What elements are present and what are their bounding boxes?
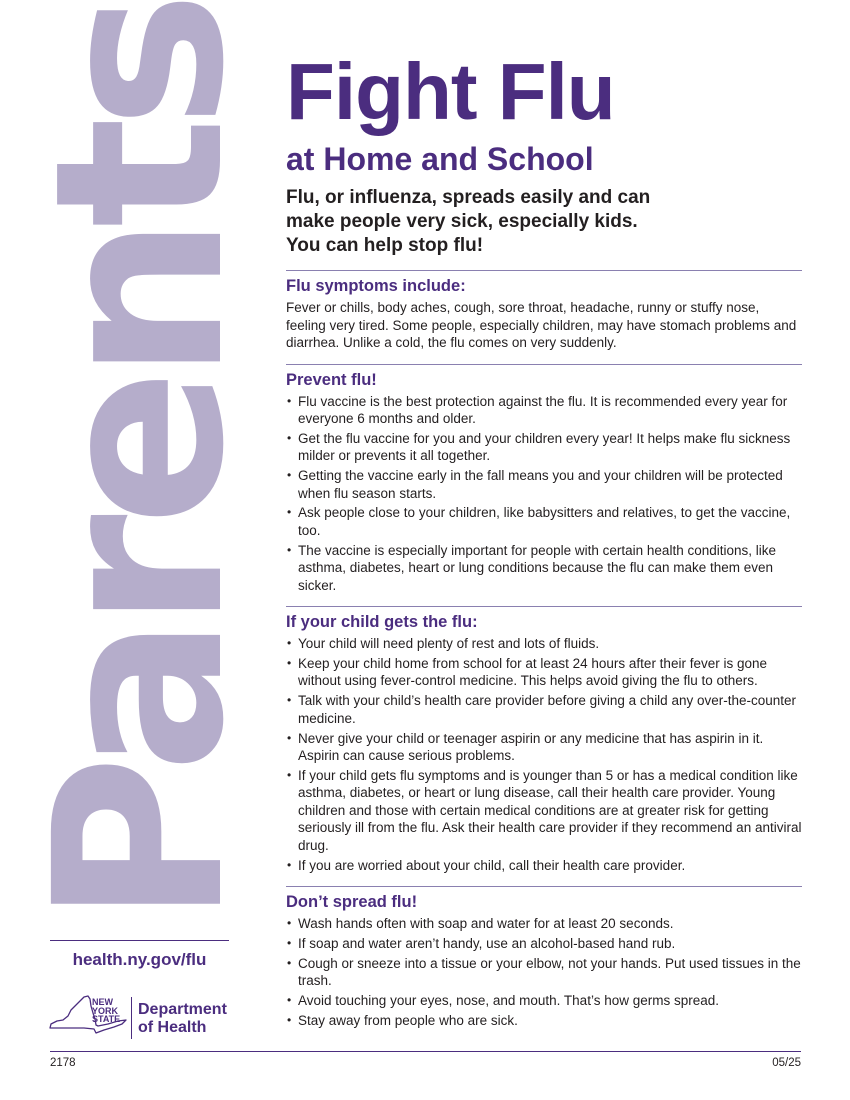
side-title-parents: Parents: [5, 2, 275, 925]
footer-divider: [50, 1051, 801, 1052]
prevent-list: [286, 393, 802, 595]
list-item: • If you are worried about your child, call their health care provider.: [286, 857, 802, 875]
child-heading: If your child gets the flu:: [286, 613, 478, 632]
list-item: • If your child gets flu symptoms and is younger than 5 or has a medical condition like asthma, diabetes, or heart or lung disease, call their health care provider. Young children and those with certain medical conditions are at greater risk for getting seriously ill from the flu. Ask their health care provider if they recommend an antiviral drug.: [286, 767, 802, 855]
list-item: • Talk with your child’s health care provider before giving a child any over-the-counter medicine.: [286, 692, 802, 727]
intro-text: [286, 186, 802, 258]
prevent-section: [286, 364, 802, 595]
list-item: • Getting the vaccine early in the fall means you and your children will be protected when flu season starts.: [286, 467, 802, 502]
child-section: [286, 606, 802, 874]
prevent-heading: Prevent flu!: [286, 370, 377, 389]
spread-list: [286, 915, 802, 1029]
nys-doh-logo: [48, 995, 233, 1043]
list-item: • Wash hands often with soap and water for at least 20 seconds.: [286, 915, 802, 933]
website-link[interactable]: health.ny.gov/flu: [72, 950, 207, 969]
intro-line: make people very sick, especially kids.: [286, 211, 638, 232]
list-item: • Stay away from people who are sick.: [286, 1012, 802, 1030]
logo-divider: [131, 997, 132, 1039]
left-divider: [50, 940, 229, 941]
list-item: • Never give your child or teenager aspirin or any medicine that has aspirin in it. Aspirin can cause serious problems.: [286, 730, 802, 765]
page-title: Fight Flu: [286, 47, 615, 136]
spread-heading: Don’t spread flu!: [286, 893, 418, 912]
intro-line: Flu, or influenza, spreads easily and can: [286, 187, 651, 208]
list-item: • Get the flu vaccine for you and your children every year! It helps make flu sickness milder or prevents it all together.: [286, 430, 802, 465]
list-item: • Your child will need plenty of rest and lots of fluids.: [286, 635, 802, 653]
symptoms-section: [286, 270, 802, 352]
logo-department-text: Department of Health: [138, 1001, 227, 1036]
list-item: • The vaccine is especially important for people with certain health conditions, like asthma, diabetes, heart or lung conditions because the flu can make them even sicker.: [286, 542, 802, 595]
spread-section: [286, 886, 802, 1029]
list-item: • Avoid touching your eyes, nose, and mouth. That’s how germs spread.: [286, 992, 802, 1010]
document-number: 2178: [50, 1057, 76, 1069]
list-item: • Keep your child home from school for at least 24 hours after their fever is gone without using fever-control medicine. This helps avoid giving the flu to others.: [286, 655, 802, 690]
intro-line: You can help stop flu!: [286, 235, 484, 256]
main-content: [286, 47, 802, 1032]
list-item: • Ask people close to your children, like babysitters and relatives, to get the vaccine, too.: [286, 504, 802, 539]
list-item: • Flu vaccine is the best protection against the flu. It is recommended every year for everyone 6 months and older.: [286, 393, 802, 428]
page-subtitle: at Home and School: [286, 141, 594, 177]
symptoms-text: Fever or chills, body aches, cough, sore throat, headache, runny or stuffy nose, feeling very tired. Some people, especially children, may have stomach problems and diarrhea. Unlike a cold, the flu comes on very suddenly.: [286, 300, 797, 350]
document-date: 05/25: [772, 1057, 801, 1069]
symptoms-heading: Flu symptoms include:: [286, 277, 466, 295]
logo-state-text: NEW YORK STATE: [92, 997, 121, 1024]
list-item: • Cough or sneeze into a tissue or your elbow, not your hands. Put used tissues in the trash.: [286, 955, 802, 990]
child-list: [286, 635, 802, 874]
list-item: • If soap and water aren’t handy, use an alcohol-based hand rub.: [286, 935, 802, 953]
